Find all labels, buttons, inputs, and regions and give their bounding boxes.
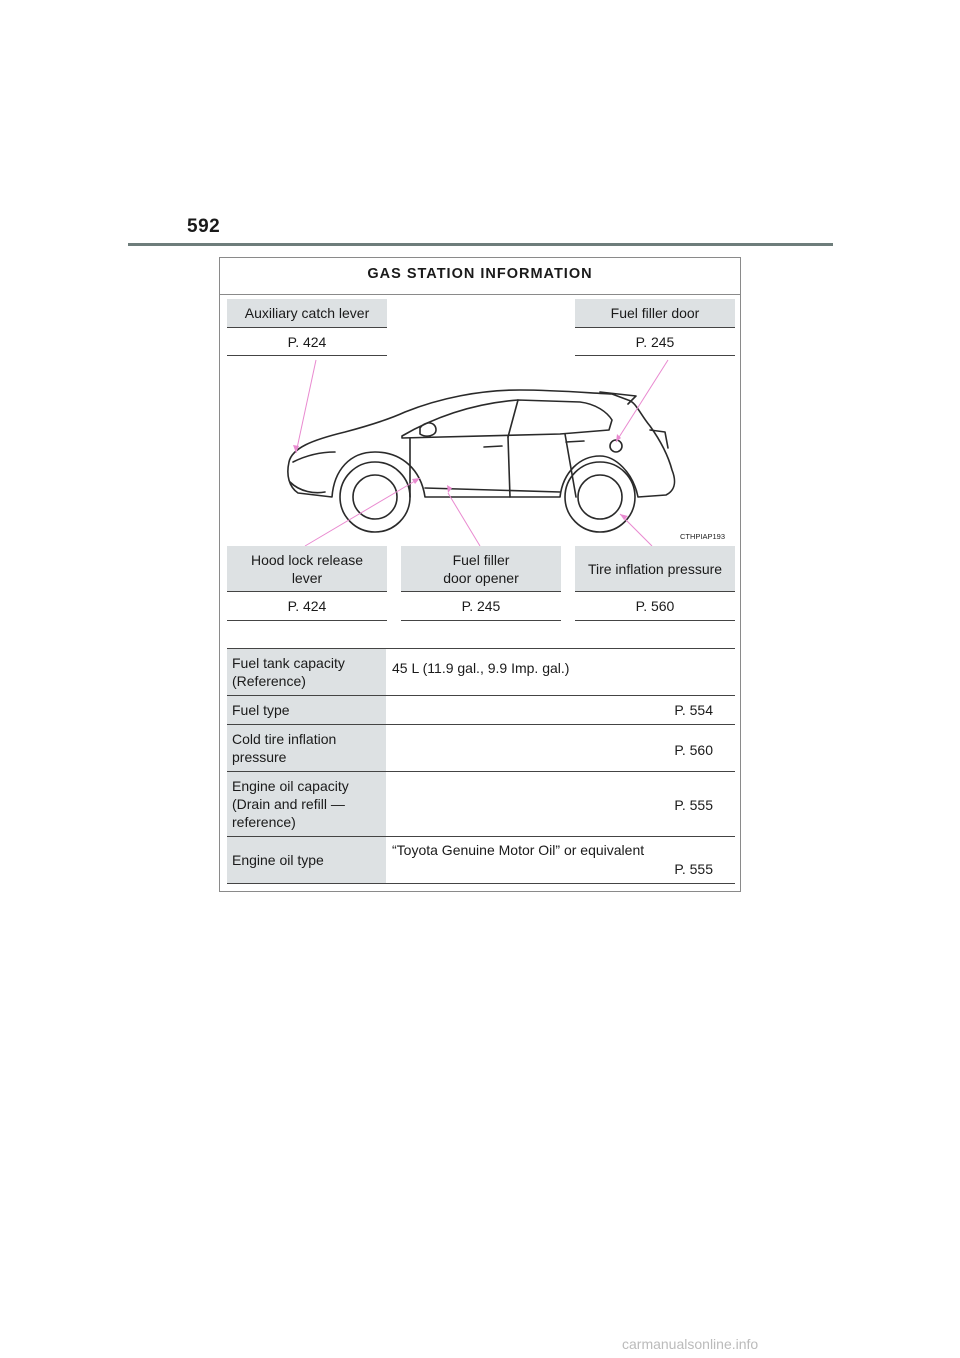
row-value-text: 45 L (11.9 gal., 9.9 Imp. gal.) — [392, 660, 570, 676]
callout-page-ref: P. 245 — [575, 328, 735, 356]
headlight — [293, 452, 335, 462]
row-page-ref: P. 555 — [674, 797, 713, 813]
row-header-line: Engine oil capacity — [232, 778, 349, 794]
row-header-line: (Drain and refill — — [232, 796, 345, 812]
front-wheel-rim — [353, 475, 397, 519]
illustration-code: CTHPIAP193 — [680, 532, 726, 541]
callout-label: Fuel filler door — [575, 299, 735, 328]
row-value — [386, 837, 735, 883]
rocker-line — [425, 488, 560, 492]
window-pillar — [508, 400, 518, 437]
leader-auxiliary-catch-lever — [296, 360, 316, 453]
callout-tire-inflation-pressure — [575, 546, 735, 621]
row-page-ref: P. 555 — [674, 861, 713, 877]
page-number: 592 — [187, 216, 221, 237]
info-table — [227, 648, 735, 884]
row-header: Fuel type — [227, 696, 386, 724]
row-header — [227, 772, 386, 836]
door-handle-rear — [566, 441, 584, 442]
row-header-line: (Reference) — [232, 673, 306, 689]
front-wheel — [340, 462, 410, 532]
row-header-line: Cold tire inflation — [232, 731, 337, 747]
callout-page-ref: P. 424 — [227, 592, 387, 621]
table-row — [227, 649, 735, 696]
rear-wheel-rim — [578, 475, 622, 519]
row-page-ref: P. 554 — [674, 702, 713, 718]
door-handle-front — [484, 446, 502, 447]
table-row — [227, 772, 735, 837]
callout-label: Auxiliary catch lever — [227, 299, 387, 328]
row-header-line: Fuel tank capacity — [232, 655, 345, 671]
leader-hood-lock-release — [305, 478, 420, 546]
callout-label: Tire inflation pressure — [575, 546, 735, 592]
leader-fuel-filler-opener — [448, 493, 480, 546]
callout-label — [227, 546, 387, 592]
row-value — [386, 772, 735, 836]
side-mirror — [420, 423, 436, 436]
row-value — [386, 649, 735, 695]
callout-fuel-filler-door-opener — [401, 546, 561, 621]
row-page-ref: P. 560 — [674, 742, 713, 758]
row-header-line: pressure — [232, 749, 287, 765]
car-windows — [402, 400, 612, 438]
table-row — [227, 725, 735, 772]
watermark: carmanualsonline.info — [622, 1336, 759, 1352]
callout-label-line: lever — [291, 569, 323, 586]
row-header — [227, 725, 386, 771]
section-title: GAS STATION INFORMATION — [220, 258, 740, 295]
table-row — [227, 696, 735, 725]
callout-label — [401, 546, 561, 592]
row-value — [386, 696, 735, 724]
callout-label-line: Hood lock release — [250, 551, 364, 568]
leader-lines — [296, 360, 668, 546]
row-header: Engine oil type — [227, 837, 386, 883]
callout-label-line: door opener — [443, 569, 519, 586]
row-value — [386, 725, 735, 771]
callout-hood-lock-release-lever — [227, 546, 387, 621]
callout-page-ref: P. 560 — [575, 592, 735, 621]
row-header — [227, 649, 386, 695]
row-header-line: reference) — [232, 814, 296, 830]
callout-page-ref: P. 424 — [227, 328, 387, 356]
row-value-text: “Toyota Genuine Motor Oil” or equivalent — [392, 842, 645, 858]
callout-label-line: Fuel filler — [452, 551, 510, 568]
leader-fuel-filler-door — [616, 360, 668, 442]
callout-page-ref: P. 245 — [401, 592, 561, 621]
table-row — [227, 837, 735, 884]
